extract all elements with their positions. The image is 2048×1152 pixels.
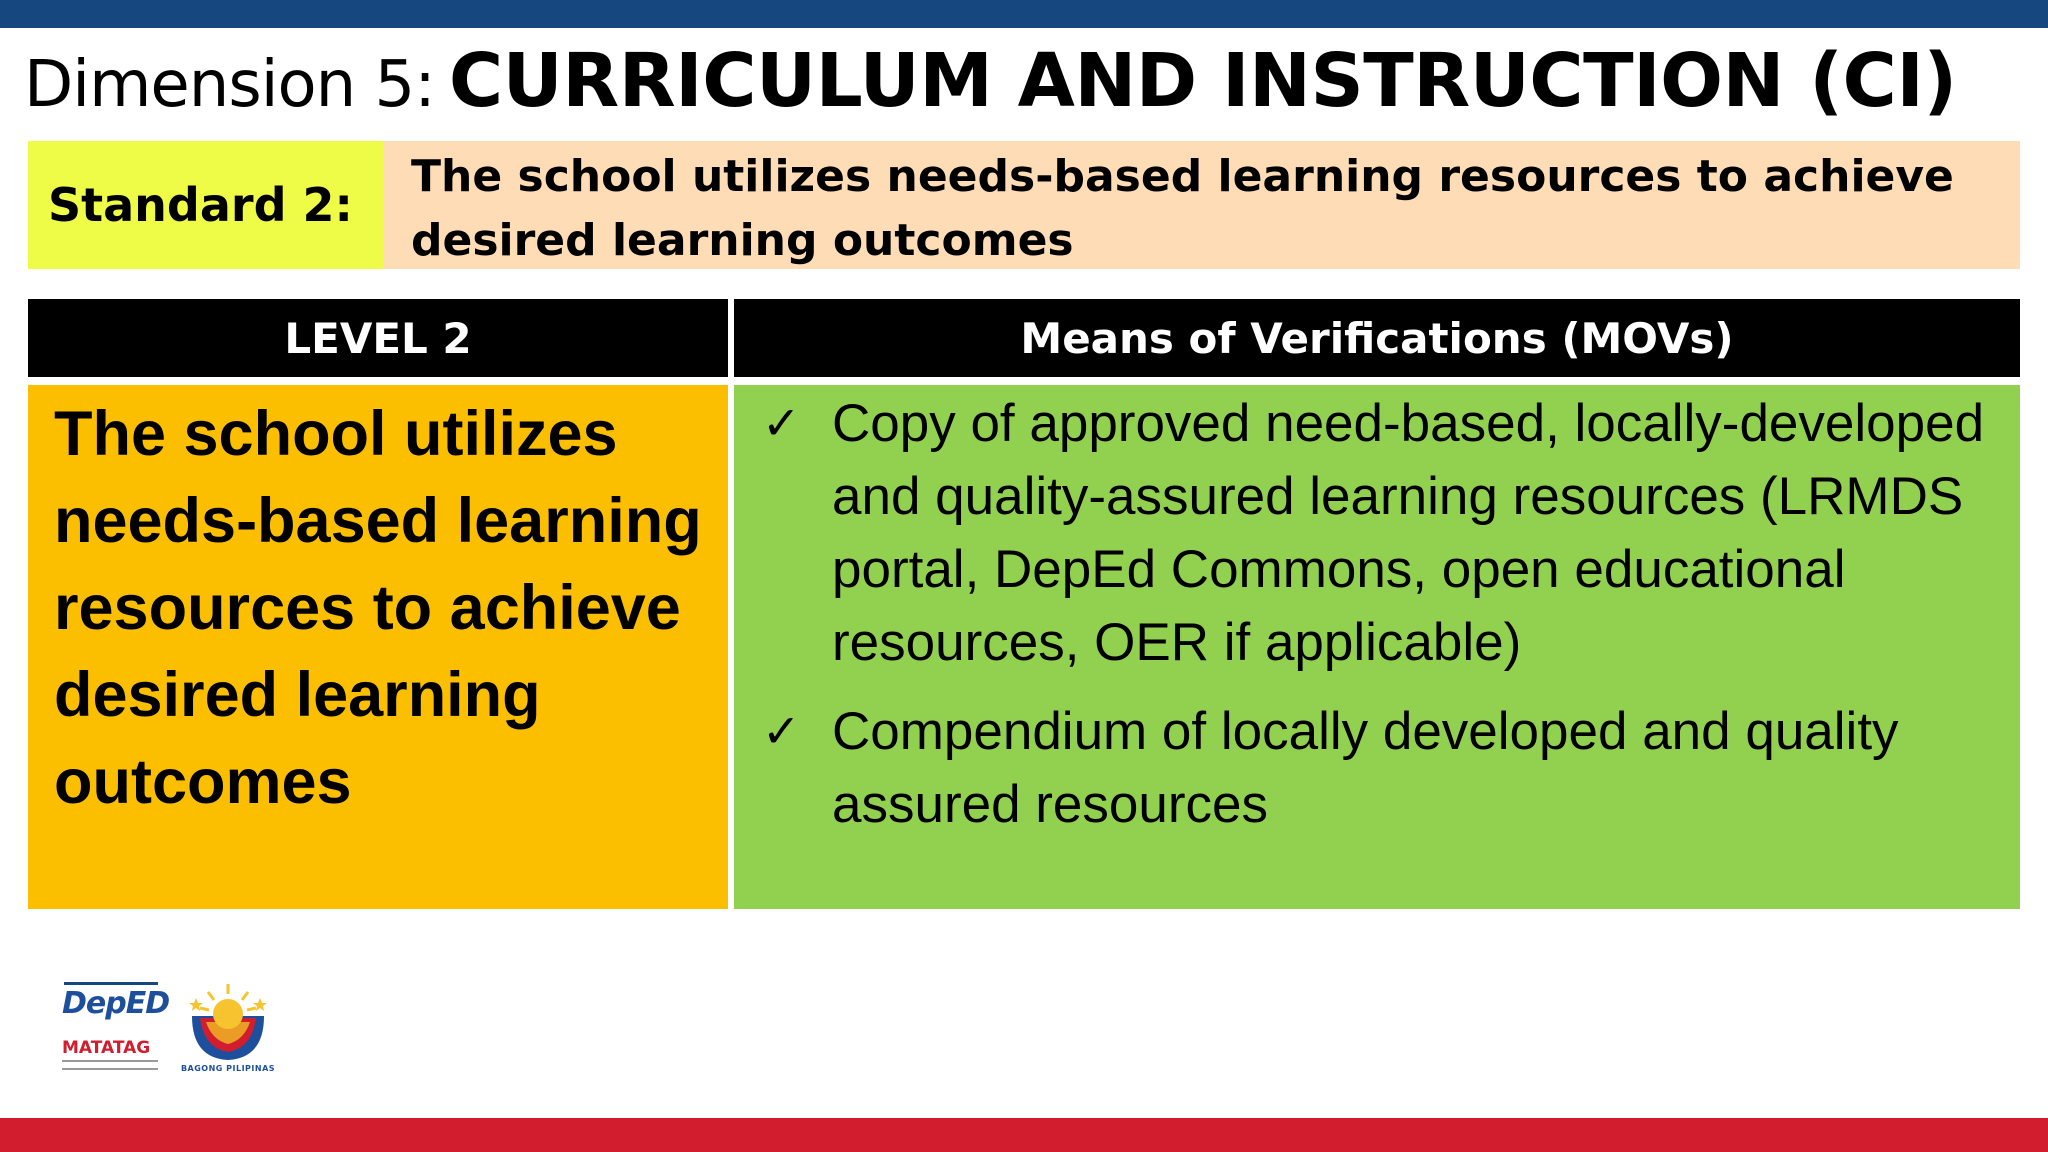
standard-banner — [28, 141, 2020, 269]
bagong-pilipinas-wordmark: BAGONG PILIPINAS — [180, 1064, 276, 1073]
mov-text: Compendium of locally developed and quality assured resources — [832, 702, 1899, 834]
title-main: CURRICULUM AND INSTRUCTION (CI) — [448, 38, 1957, 124]
standard-label: Standard 2: — [28, 141, 383, 269]
matatag-wordmark: MATATAG — [62, 1038, 151, 1058]
standard-text: The school utilizes needs-based learning resources to achieve desired learning outcomes — [383, 141, 2020, 269]
deped-wordmark: DepED — [62, 986, 170, 1021]
bagong-pilipinas-logo — [178, 978, 278, 1080]
slide-title — [24, 38, 1957, 128]
footer-logos — [60, 978, 290, 1080]
movs-header: Means of Verifications (MOVs) — [734, 299, 2020, 377]
checkmark-icon: ✓ — [762, 704, 801, 758]
bottom-accent-bar — [0, 1118, 2048, 1152]
level-movs-table — [28, 299, 2020, 911]
top-accent-bar — [0, 0, 2048, 28]
mov-list-item — [762, 387, 1990, 679]
bagong-pilipinas-emblem-icon — [178, 978, 278, 1064]
mov-list-item — [762, 695, 1990, 841]
matatag-tagline-lines — [62, 1060, 158, 1070]
mov-text: Copy of approved need-based, locally-developed and quality-assured learning resources (LRMDS portal, DepEd Commons, open educational resources, OER if applicable) — [832, 394, 1985, 672]
checkmark-icon: ✓ — [762, 396, 801, 450]
level-header: LEVEL 2 — [28, 299, 728, 377]
deped-matatag-logo — [60, 978, 170, 1076]
level-description-cell: The school utilizes needs-based learning resources to achieve desired learning outcomes — [28, 385, 728, 909]
movs-cell — [734, 385, 2020, 909]
logo-rule — [64, 982, 158, 985]
title-prefix: Dimension 5: — [24, 48, 435, 122]
